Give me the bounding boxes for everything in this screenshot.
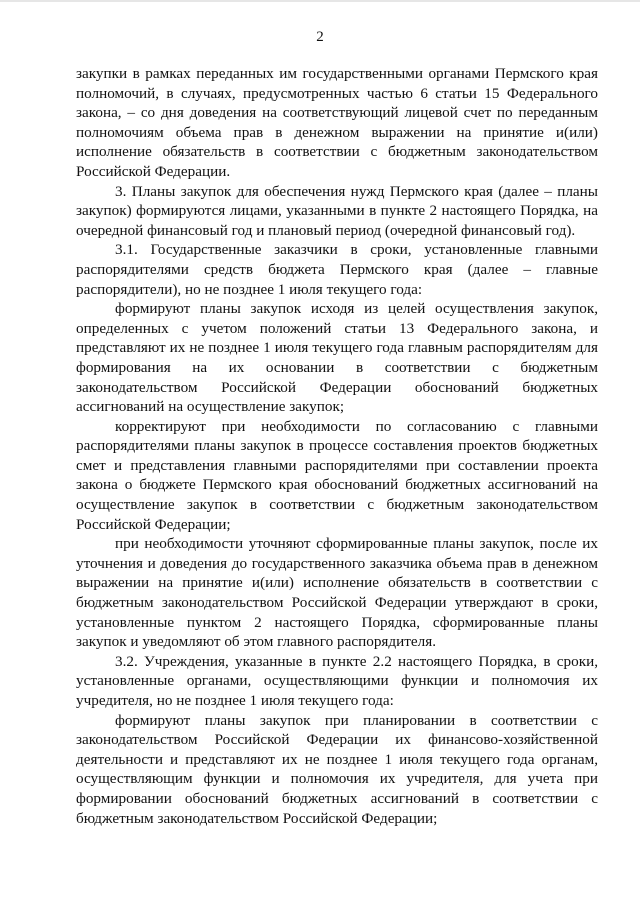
page-number: 2 bbox=[316, 29, 324, 45]
scan-edge bbox=[0, 0, 640, 2]
paragraph-institutions-form-plans: формируют планы закупок при планировании в соответствии с законодательством Российской Федерации их финансово-хозяйственной деятельности и представляют их не позднее 1 июля текущего года органам, осуществляющим функции и полномочия их учредителя, для учета при формировании обоснований бюджетных ассигнований в соответствии с бюджетным законодательством Российской Федерации; bbox=[76, 711, 598, 827]
paragraph-form-plans: формируют планы закупок исходя из целей осуществления закупок, определенных с учетом положений статьи 13 Федерального закона, и представляют их не позднее 1 июля текущего года главным распорядителям для формирования на их основании в соответствии с бюджетным законодательством Российской Федерации обоснований бюджетных ассигнований на осуществление закупок; bbox=[76, 300, 598, 416]
paragraph-correct-plans: корректируют при необходимости по согласованию с главными распорядителями планы закупок в процессе составления проектов бюджетных смет и представления главными распорядителями при составлении проекта закона о бюджете Пермского края обоснований бюджетных ассигнований на осуществление закупок в соответствии с бюджетным законодательством Российской Федерации; bbox=[76, 417, 598, 533]
paragraph-continuation: закупки в рамках переданных им государственными органами Пермского края полномочий, в случаях, предусмотренных частью 6 статьи 15 Федерального закона, – со дня доведения на соответствующий лицевой счет по переданным полномочиям объема прав в денежном выражении на принятие и(или) исполнение обязательств в соответствии с бюджетным законодательством Российской Федерации. bbox=[76, 65, 598, 180]
paragraph-item-3-1: 3.1. Государственные заказчики в сроки, установленные главными распорядителями средств бюджета Пермского края (далее – главные распорядители), но не позднее 1 июля текущего года: bbox=[76, 241, 598, 298]
paragraph-item-3-2: 3.2. Учреждения, указанные в пункте 2.2 настоящего Порядка, в сроки, установленные органами, осуществляющими функции и полномочия их учредителя, но не позднее 1 июля текущего года: bbox=[76, 652, 598, 709]
paragraph-item-3: 3. Планы закупок для обеспечения нужд Пермского края (далее – планы закупок) формируются лицами, указанными в пункте 2 настоящего Порядка, на очередной финансовый год и плановый период (очередной финансовый год). bbox=[76, 182, 598, 239]
document-body bbox=[76, 64, 598, 828]
paragraph-refine-plans: при необходимости уточняют сформированные планы закупок, после их уточнения и доведения до государственного заказчика объема прав в денежном выражении на принятие и(или) исполнение обязательств в соответствии с бюджетным законодательством Российской Федерации утверждают в сроки, установленные пунктом 2 настоящего Порядка, сформированные планы закупок и уведомляют об этом главного распорядителя. bbox=[76, 535, 598, 651]
